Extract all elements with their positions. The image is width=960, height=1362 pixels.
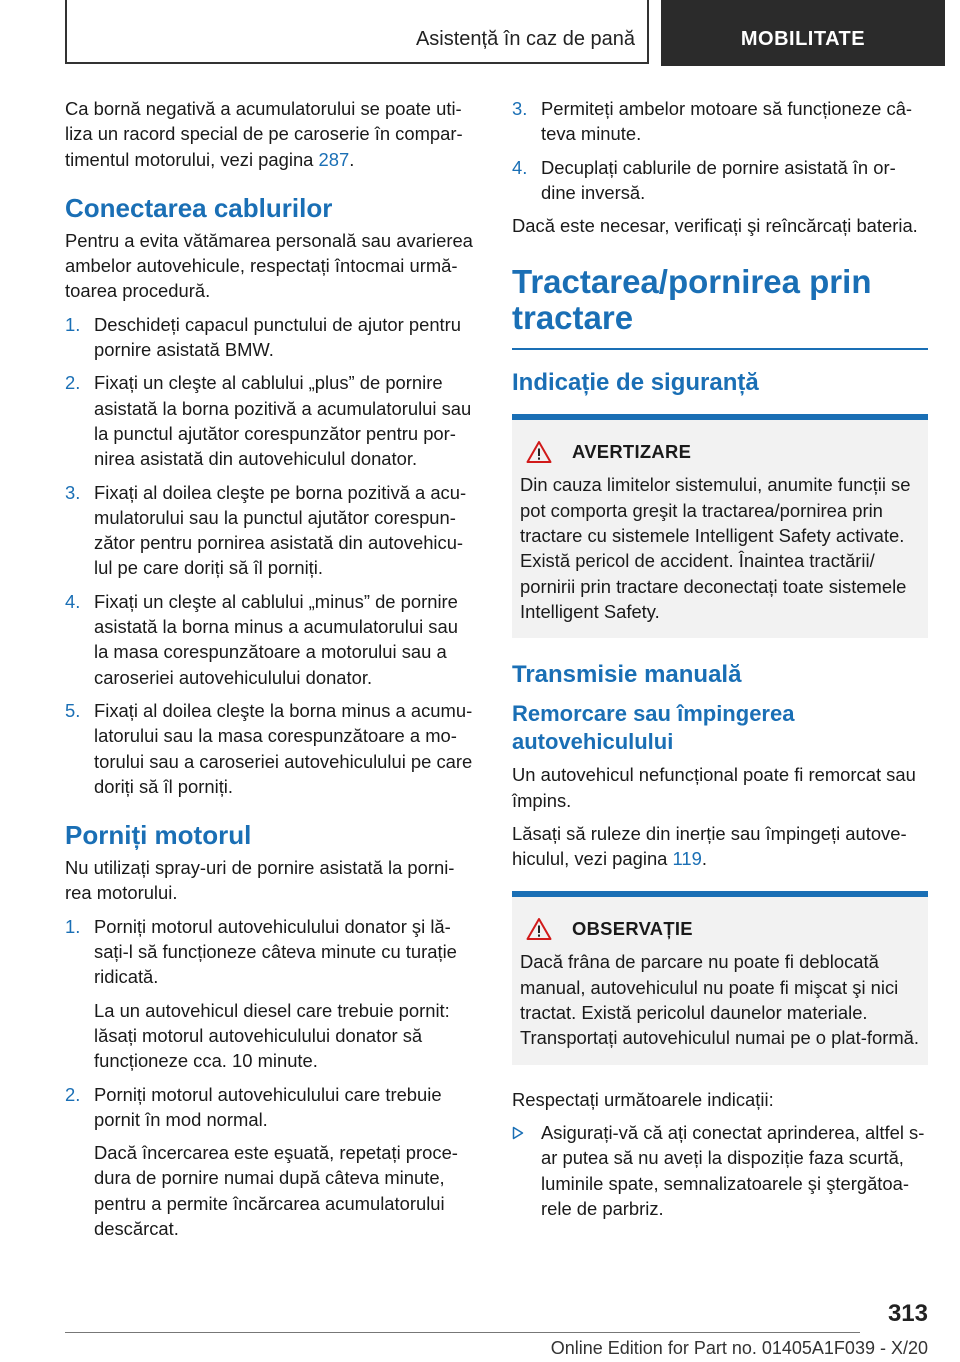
warning-triangle-icon xyxy=(526,917,552,941)
warning-title: AVERTIZARE xyxy=(572,441,692,463)
battery-note: Dacă este necesar, verificați şi reîncărcați bateria. xyxy=(512,215,918,237)
list-item: 3. Fixați al doilea cleşte pe borna pozitivă a acu-mulatorului sau la punctul ajutător corespun-zător pentru pornirea asistată din autovehicu-lul pe care doriți să îl porniți. xyxy=(65,481,467,579)
list-item: 3. Permiteți ambelor motoare să funcționeze câ-teva minute. xyxy=(512,98,913,145)
roll-paragraph: Lăsați să ruleze din inerție sau împingeți autove-hiculul, vezi pagina 119. xyxy=(512,822,907,870)
page-number: 313 xyxy=(887,1300,928,1327)
start-intro: Nu utilizați spray-uri de pornire asistată la porni-rea motorului. xyxy=(65,857,455,904)
notice-text: Dacă frâna de parcare nu poate fi deblocată manual, autovehiculul nu poate fi mişcat şi nici tractat. Există pericolul daunelor materiale. Transportați autovehiculul numai pe o plat-formă. xyxy=(520,951,920,1049)
heading-rule xyxy=(512,348,928,350)
connect-steps-list xyxy=(65,312,475,799)
list-item: Asigurați-vă că ați conectat aprinderea, altfel s-ar putea să nu aveți la dispoziție faza scurtă, luminile spate, semnalizatoarele şi ştergătoa-rele de parbriz. xyxy=(512,1120,928,1221)
page-link-119[interactable]: 119 xyxy=(672,848,702,870)
heading-manual-transmission: Transmisie manuală xyxy=(512,661,742,689)
warning-text: Din cauza limitelor sistemului, anumite funcții se pot comporta greşit la tractarea/pornirea prin tractare cu sistemele Intelligent Safety activate. Există pericol de accident. Înaintea tractării/ pornirii prin tractare deconectați toate sistemele Intelligent Safety. xyxy=(520,474,911,622)
notice-box xyxy=(512,891,928,1064)
list-item: 2. Porniți motorul autovehiculului care trebuie pornit în mod normal. Dacă încercarea este eşuată, repetați proce-dura de pornire numai după câteva minute, pentru a permite încărcarea acumulatorului descărcat. xyxy=(65,1082,475,1242)
list-item: 2. Fixați un cleşte al cablului „plus” de pornire asistată la borna pozitivă a acumulatorului sau la punctul ajutător corespunzător pentru por-nirea asistată din autovehiculul donator. xyxy=(65,372,472,470)
page-link-287[interactable]: 287 xyxy=(318,148,350,170)
start-steps-list xyxy=(65,914,475,1242)
continued-steps-list xyxy=(512,96,928,205)
warning-box xyxy=(512,414,928,638)
list-item: 4. Decuplați cablurile de pornire asistată în or-dine inversă. xyxy=(512,156,896,203)
list-item-note: Dacă încercarea este eşuată, repetați proce-dura de pornire numai după câteva minute, pentru a permite încărcarea acumulatorului descărcat. xyxy=(94,1142,458,1239)
notice-title: OBSERVAȚIE xyxy=(572,918,693,940)
header-section-box xyxy=(65,0,649,64)
header-chapter-tab xyxy=(661,0,945,66)
heading-start-engine: Porniți motorul xyxy=(65,820,252,851)
triangle-bullet-icon xyxy=(512,1126,524,1140)
list-item-note: La un autovehicul diesel care trebuie pornit: lăsați motorul autovehiculului donator să funcționeze cca. 10 minute. xyxy=(94,999,450,1072)
header-chapter-title: MOBILITATE xyxy=(740,28,866,50)
list-item: 1. Porniți motorul autovehiculului donator şi lă-sați-l să funcționeze câteva minute cu turație ridicată. La un autovehicul diesel care trebuie pornit: lăsați motorul autovehiculului donator să funcționeze cca. 10 minute. xyxy=(65,914,475,1074)
bullet-list xyxy=(512,1120,928,1221)
connect-intro: Pentru a evita vătămarea personală sau avarierea ambelor autovehicule, respectați întocmai urmă-toarea procedură. xyxy=(65,229,473,302)
footer-edition: Online Edition for Part no. 01405A1F039 - X/20 xyxy=(550,1338,928,1358)
notice-title-row xyxy=(520,917,920,941)
warning-triangle-icon xyxy=(526,440,552,464)
right-column xyxy=(512,96,928,1229)
header-section-title: Asistență în caz de pană xyxy=(415,28,635,50)
heading-towing: Tractarea/pornirea prin tractare xyxy=(512,263,872,337)
footer-rule xyxy=(65,1332,860,1333)
heading-safety-note: Indicație de siguranță xyxy=(512,369,759,397)
heading-tow-push: Remorcare sau împingerea autovehiculului xyxy=(512,701,795,755)
left-column xyxy=(65,96,475,1249)
intro-paragraph: Ca bornă negativă a acumulatorului se poate uti-liza un racord special de pe caroserie în compar-timentul motorului, vezi pagina 287. xyxy=(65,98,463,170)
list-item: 1. Deschideți capacul punctului de ajutor pentru pornire asistată BMW. xyxy=(65,313,462,361)
tow-text: Un autovehicul nefuncțional poate fi remorcat sau împins. xyxy=(512,764,916,811)
heading-connect-cables: Conectarea cablurilor xyxy=(65,192,333,223)
list-item: 4. Fixați un cleşte al cablului „minus” de pornire asistată la borna minus a acumulatorului sau la masa corespunzătoare a motorului sau a caroseriei autovehiculului donator. xyxy=(65,590,458,688)
list-item: 5. Fixați al doilea cleşte la borna minus a acumu-latorului sau la masa corespunzătoare a mo-torului sau a caroseriei autovehiculului pe care doriți să îl porniți. xyxy=(65,699,473,797)
warning-title-row xyxy=(520,440,920,464)
observe-text: Respectați următoarele indicații: xyxy=(512,1088,774,1110)
